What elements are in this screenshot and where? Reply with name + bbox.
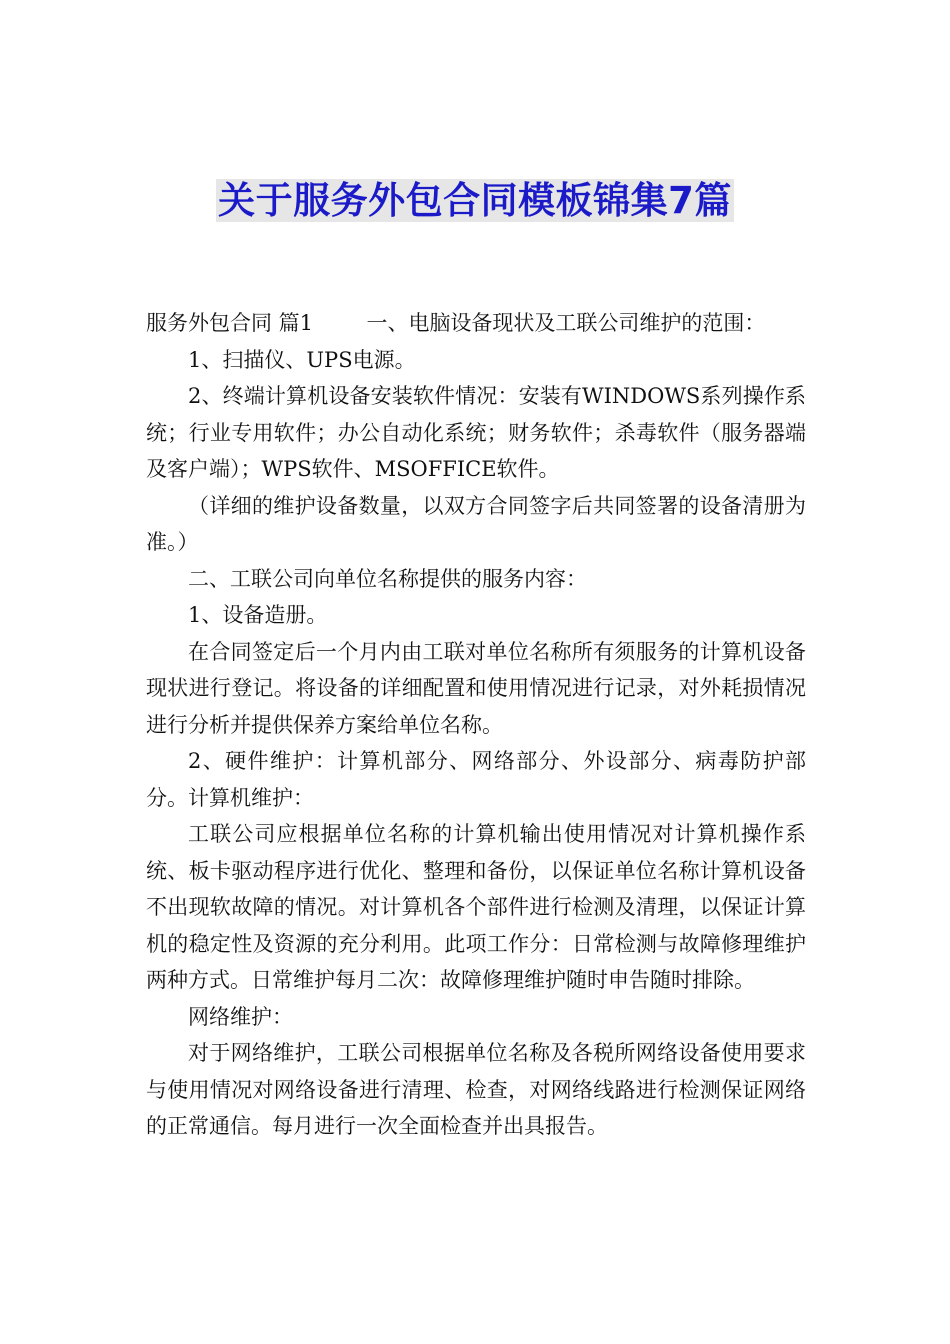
paragraph-3: 2、终端计算机设备安装软件情况：安装有WINDOWS系列操作系统；行业专用软件；办公自动化系统；财务软件；杀毒软件（服务器端及客户端）；WPS软件、MSOFFICE软件。 <box>146 384 806 481</box>
paragraph-8: 2、硬件维护：计算机部分、网络部分、外设部分、病毒防护部分。计算机维护： <box>146 749 806 810</box>
paragraph-4: （详细的维护设备数量，以双方合同签字后共同签署的设备清册为准。） <box>146 493 806 554</box>
document-title-text: 关于服务外包合同模板锦集7篇 <box>218 179 732 222</box>
paragraph-11: 对于网络维护，工联公司根据单位名称及各税所网络设备使用要求与使用情况对网络设备进行清理、检查，对网络线路进行检测保证网络的正常通信。每月进行一次全面检查并出具报告。 <box>146 1041 806 1138</box>
paragraph-9: 工联公司应根据单位名称的计算机输出使用情况对计算机操作系统、板卡驱动程序进行优化、整理和备份，以保证单位名称计算机设备不出现软故障的情况。对计算机各个部件进行检测及清理，以保证计算机的稳定性及资源的充分利用。此项工作分：日常检测与故障修理维护两种方式。日常维护每月二次：故障修理维护随时申告随时排除。 <box>146 822 806 992</box>
paragraph-1: 服务外包合同 篇1 一、电脑设备现状及工联公司维护的范围： <box>146 311 766 335</box>
paragraph-5: 二、工联公司向单位名称提供的服务内容： <box>188 566 587 591</box>
document-title <box>0 176 950 226</box>
paragraph-7: 在合同签定后一个月内由工联对单位名称所有须服务的计算机设备现状进行登记。将设备的详细配置和使用情况进行记录，对外耗损情况进行分析并提供保养方案给单位名称。 <box>146 639 806 737</box>
paragraph-6: 1、设备造册。 <box>188 603 328 627</box>
document-body <box>146 305 806 1145</box>
paragraph-2: 1、扫描仪、UPS电源。 <box>188 347 416 372</box>
paragraph-10: 网络维护： <box>188 1004 293 1029</box>
